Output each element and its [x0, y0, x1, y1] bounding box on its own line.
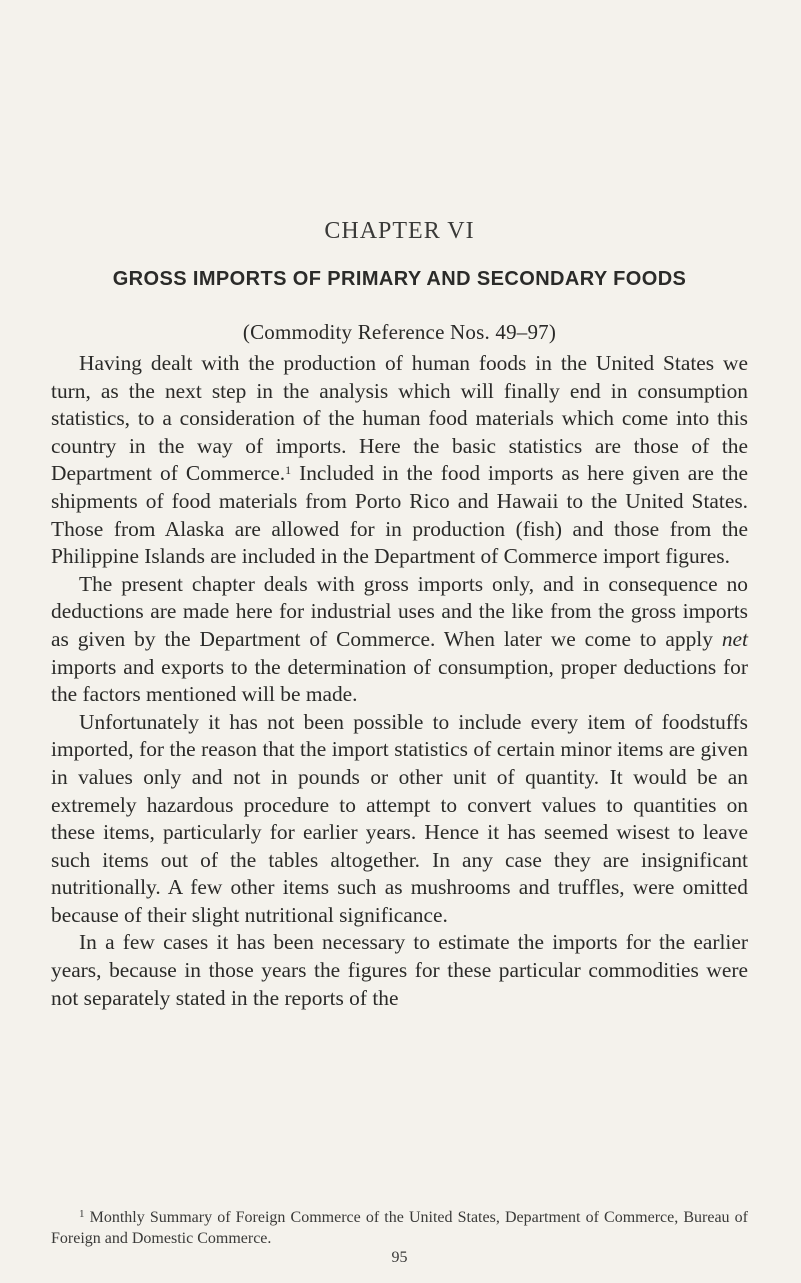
page-number: 95	[391, 1249, 408, 1266]
chapter-heading: CHAPTER VI	[324, 218, 475, 244]
body-text	[51, 350, 748, 1012]
paragraph-2-text-b: imports and exports to the determination of consumption, proper deductions for the factors mentioned will be made.	[51, 654, 748, 707]
commodity-reference-subtitle: (Commodity Reference Nos. 49–97)	[242, 320, 557, 344]
paragraph-2-text-a: The present chapter deals with gross imports only, and in consequence no deductions are made here for industrial uses and the like from the gross imports as given by the Department of Commerce. When later we come to apply	[51, 571, 748, 651]
footnote-reference: 1	[285, 463, 292, 478]
paragraph-2	[51, 571, 748, 709]
footnote	[51, 1207, 748, 1249]
footnote-marker: 1	[79, 1208, 85, 1220]
paragraph-3: Unfortunately it has not been possible to include every item of foodstuffs imported, for the reason that the import statistics of certain minor items are given in values only and not in pounds or other unit of quantity. It would be an extremely hazardous procedure to attempt to convert values to quantities on these items, particularly for earlier years. Hence it has seemed wisest to leave such items out of the tables altogether. In any case they are insignificant nutritionally. A few other items such as mushrooms and truffles, were omitted because of their slight nutritional significance.	[51, 709, 748, 927]
paragraph-1-text-b: Included in the food imports as here given are the shipments of food materials from Porto Rico and Hawaii to the United States. Those from Alaska are allowed for in production (fish) and those from the Philippine Islands are included in the Department of Commerce import figures.	[51, 461, 748, 569]
chapter-title: GROSS IMPORTS OF PRIMARY AND SECONDARY FOODS	[112, 268, 687, 290]
footnotes	[51, 1207, 748, 1249]
paragraph-1-text-a: Having dealt with the production of human foods in the United States we turn, as the next step in the analysis which will finally end in consumption statistics, to a consideration of the human food materials which come into this country in the way of imports. Here the basic statistics are those of the Department of Commerce.	[51, 351, 748, 486]
paragraph-2-emphasis: net	[721, 626, 748, 651]
footnote-text: Monthly Summary of Foreign Commerce of the United States, Department of Commerce, Bureau of Foreign and Domestic Commerce.	[51, 1209, 748, 1247]
paragraph-4: In a few cases it has been necessary to estimate the imports for the earlier years, because in those years the figures for these particular commodities were not separately stated in the reports of the	[51, 930, 748, 1010]
paragraph-1	[51, 350, 748, 571]
